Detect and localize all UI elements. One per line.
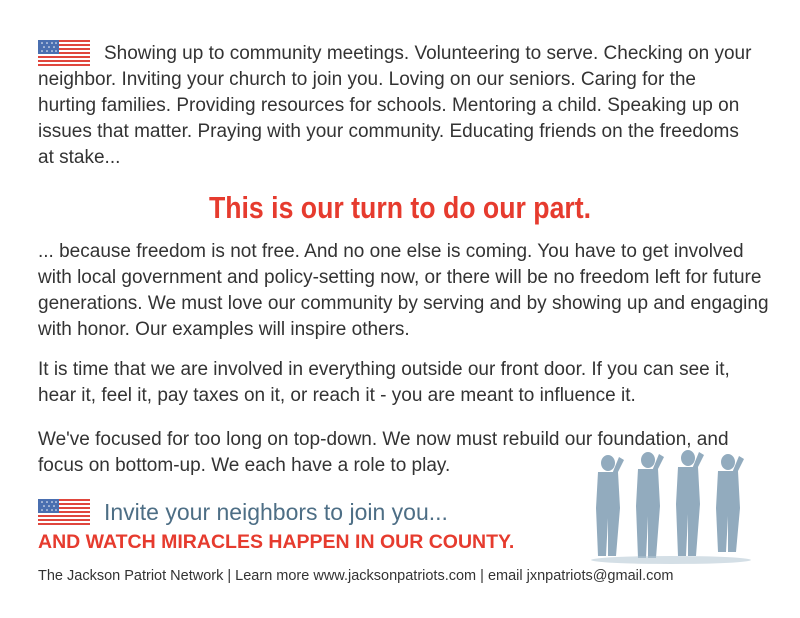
freedom-paragraph: ... because freedom is not free. And no one else is coming. You have to get involved with local government and policy-setting now, or there will be no freedom left for future generations. We must love our community by serving and by showing up and engaging with honor. Our examples will inspire others. [38,241,769,340]
saluting-soldiers-illustration [586,448,756,566]
footer-contact: The Jackson Patriot Network | Learn more www.jacksonpatriots.com | email jxnpatriots@gmail.com [38,568,674,584]
involvement-paragraph: It is time that we are involved in everything outside our front door. If you can see it, hear it, feel it, pay taxes on it, or reach it - you are meant to influence it. [38,359,730,406]
invite-text: Invite your neighbors to join you... [104,499,448,525]
us-flag-icon [38,499,90,525]
headline: This is our turn to do our part. [208,190,592,225]
call-to-action: AND WATCH MIRACLES HAPPEN IN OUR COUNTY. [38,531,515,553]
intro-paragraph: Showing up to community meetings. Volunteering to serve. Checking on your neighbor. Inviting your church to join you. Loving on our seniors. Caring for the hurting families. Providing resources for schools. Mentoring a child. Speaking up on issues that matter. Praying with your community. Educating friends on the freedoms at stake... [38,43,752,168]
foundation-paragraph: We've focused for too long on top-down. We now must rebuild our foundation, and focus on bottom-up. We each have a role to play. [38,429,729,476]
